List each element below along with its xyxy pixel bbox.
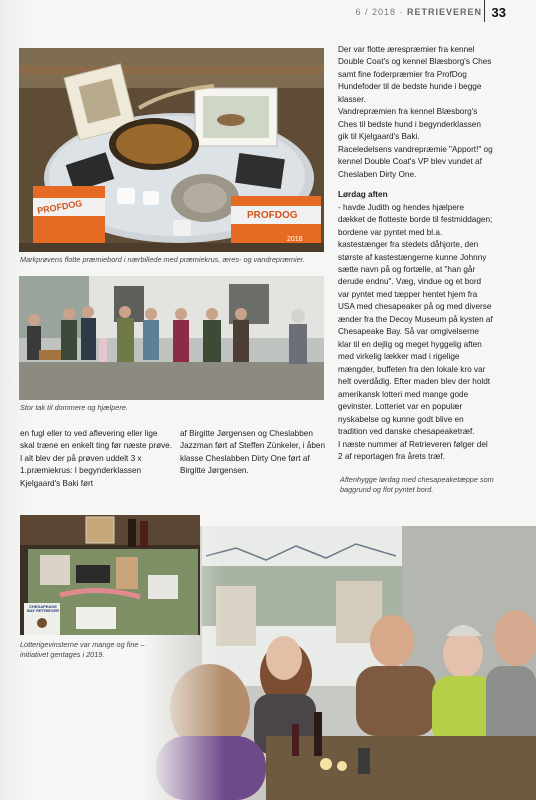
bag-brand-label-right: PROFDOG (247, 210, 298, 221)
dinner-photo (146, 526, 536, 800)
prize-table-photo (19, 48, 324, 252)
lottery-caption: Lotterigevinsterne var mange og fine – initiativet gentages i 2019. (20, 640, 145, 659)
judges-caption: Stor tak til dommere og hjælpere. (20, 403, 128, 412)
lower-left-text: en fugl eller to ved aflevering eller lige skal træne en enkelt ting før næste prøve. I alt blev der på prøven uddelt 3 x 1.præmiekrus: I begynderklassen Kjelgaard's Baki ført (20, 429, 172, 488)
beginner-trophy-paragraph: Vandrepræmien fra kennel Blæsborg's Ches til bedste hund i begynderklassen gik til Kjelgaard's Baki. (338, 107, 481, 142)
next-issue-paragraph: I næste nummer af Retrieveren følger del 2 af reportagen fra årets træf. (338, 439, 488, 461)
page-number: 33 (491, 5, 506, 20)
bag-brand-label-left: PROFDOG (36, 198, 84, 216)
prizes-paragraph: Der var flotte ærespræmier fra kennel Double Coat's og kennel Blæsborg's Ches samt fine foderpræmier fra ProfDog Hundefoder til de bedste hunde i begge klasser. (338, 45, 492, 104)
dinner-illustration (146, 526, 536, 800)
judges-photo (19, 276, 324, 400)
running-header (355, 7, 482, 17)
prize-table-illustration (19, 48, 324, 252)
header-separator: · (399, 7, 407, 17)
apport-trophy-paragraph: Raceledelsens vandrepræmie "Apport!" og kennel Double Coat's VP blev vundet af Cheslaben Dirty One. (338, 144, 493, 179)
judges-illustration (19, 276, 324, 400)
lottery-illustration (20, 515, 200, 635)
right-text-column (338, 44, 493, 463)
saturday-evening-paragraph: - havde Judith og hendes hjælpere dækket de flotteste borde til festmiddagen; bordene var pyntet med bl.a. kastestænger fra stedets dåhjorte, den største af kastestængerne kunne Johnny sætte navn på og fortælle, at "han går derude endnu". Væg, vindue og et bord var pyntet med tæpper hentet hjem fra USA med chesapeaker på og med diverse ænder fra the Decoy Museum på kysten af Chesapeake Bay. Så var omgivelserne klar til en dejlig og meget hyggelig aften med virkelig lækker mad i rigelige mængder, buffeten fra den lokale kro var helt overdådig. Efter maden blev der holdt amerikansk lotteri med mange gode gevinster. Lotteriet var en populær nyskabelse og kunne godt blive en tradition ved danske chesapeaketræf. (338, 202, 493, 437)
saturday-evening-heading: Lørdag aften (338, 190, 388, 200)
bag-year-label: 2018 (287, 236, 303, 243)
lottery-photo (20, 515, 200, 635)
lower-middle-text: af Birgitte Jørgensen og Cheslabben Jazzman ført af Steffen Zünkeler, i åben klasse Cheslabben Dirty One ført af Birgitte Jørgensen. (180, 429, 326, 476)
lottery-sign-text: CHESAPEAKE BAY RETRIEVER (26, 604, 59, 614)
header-rule (484, 0, 485, 22)
magazine-name: RETRIEVEREN (406, 7, 482, 17)
issue-label: 6 / 2018 (355, 7, 396, 17)
prize-table-caption: Markprøvens flotte præmiebord i nærbillede med præmiekrus, æres- og vandrepræmier. (20, 255, 305, 264)
dinner-caption: Aftenhygge lørdag med chesapeaketæppe som baggrund og flot pyntet bord. (340, 475, 494, 494)
